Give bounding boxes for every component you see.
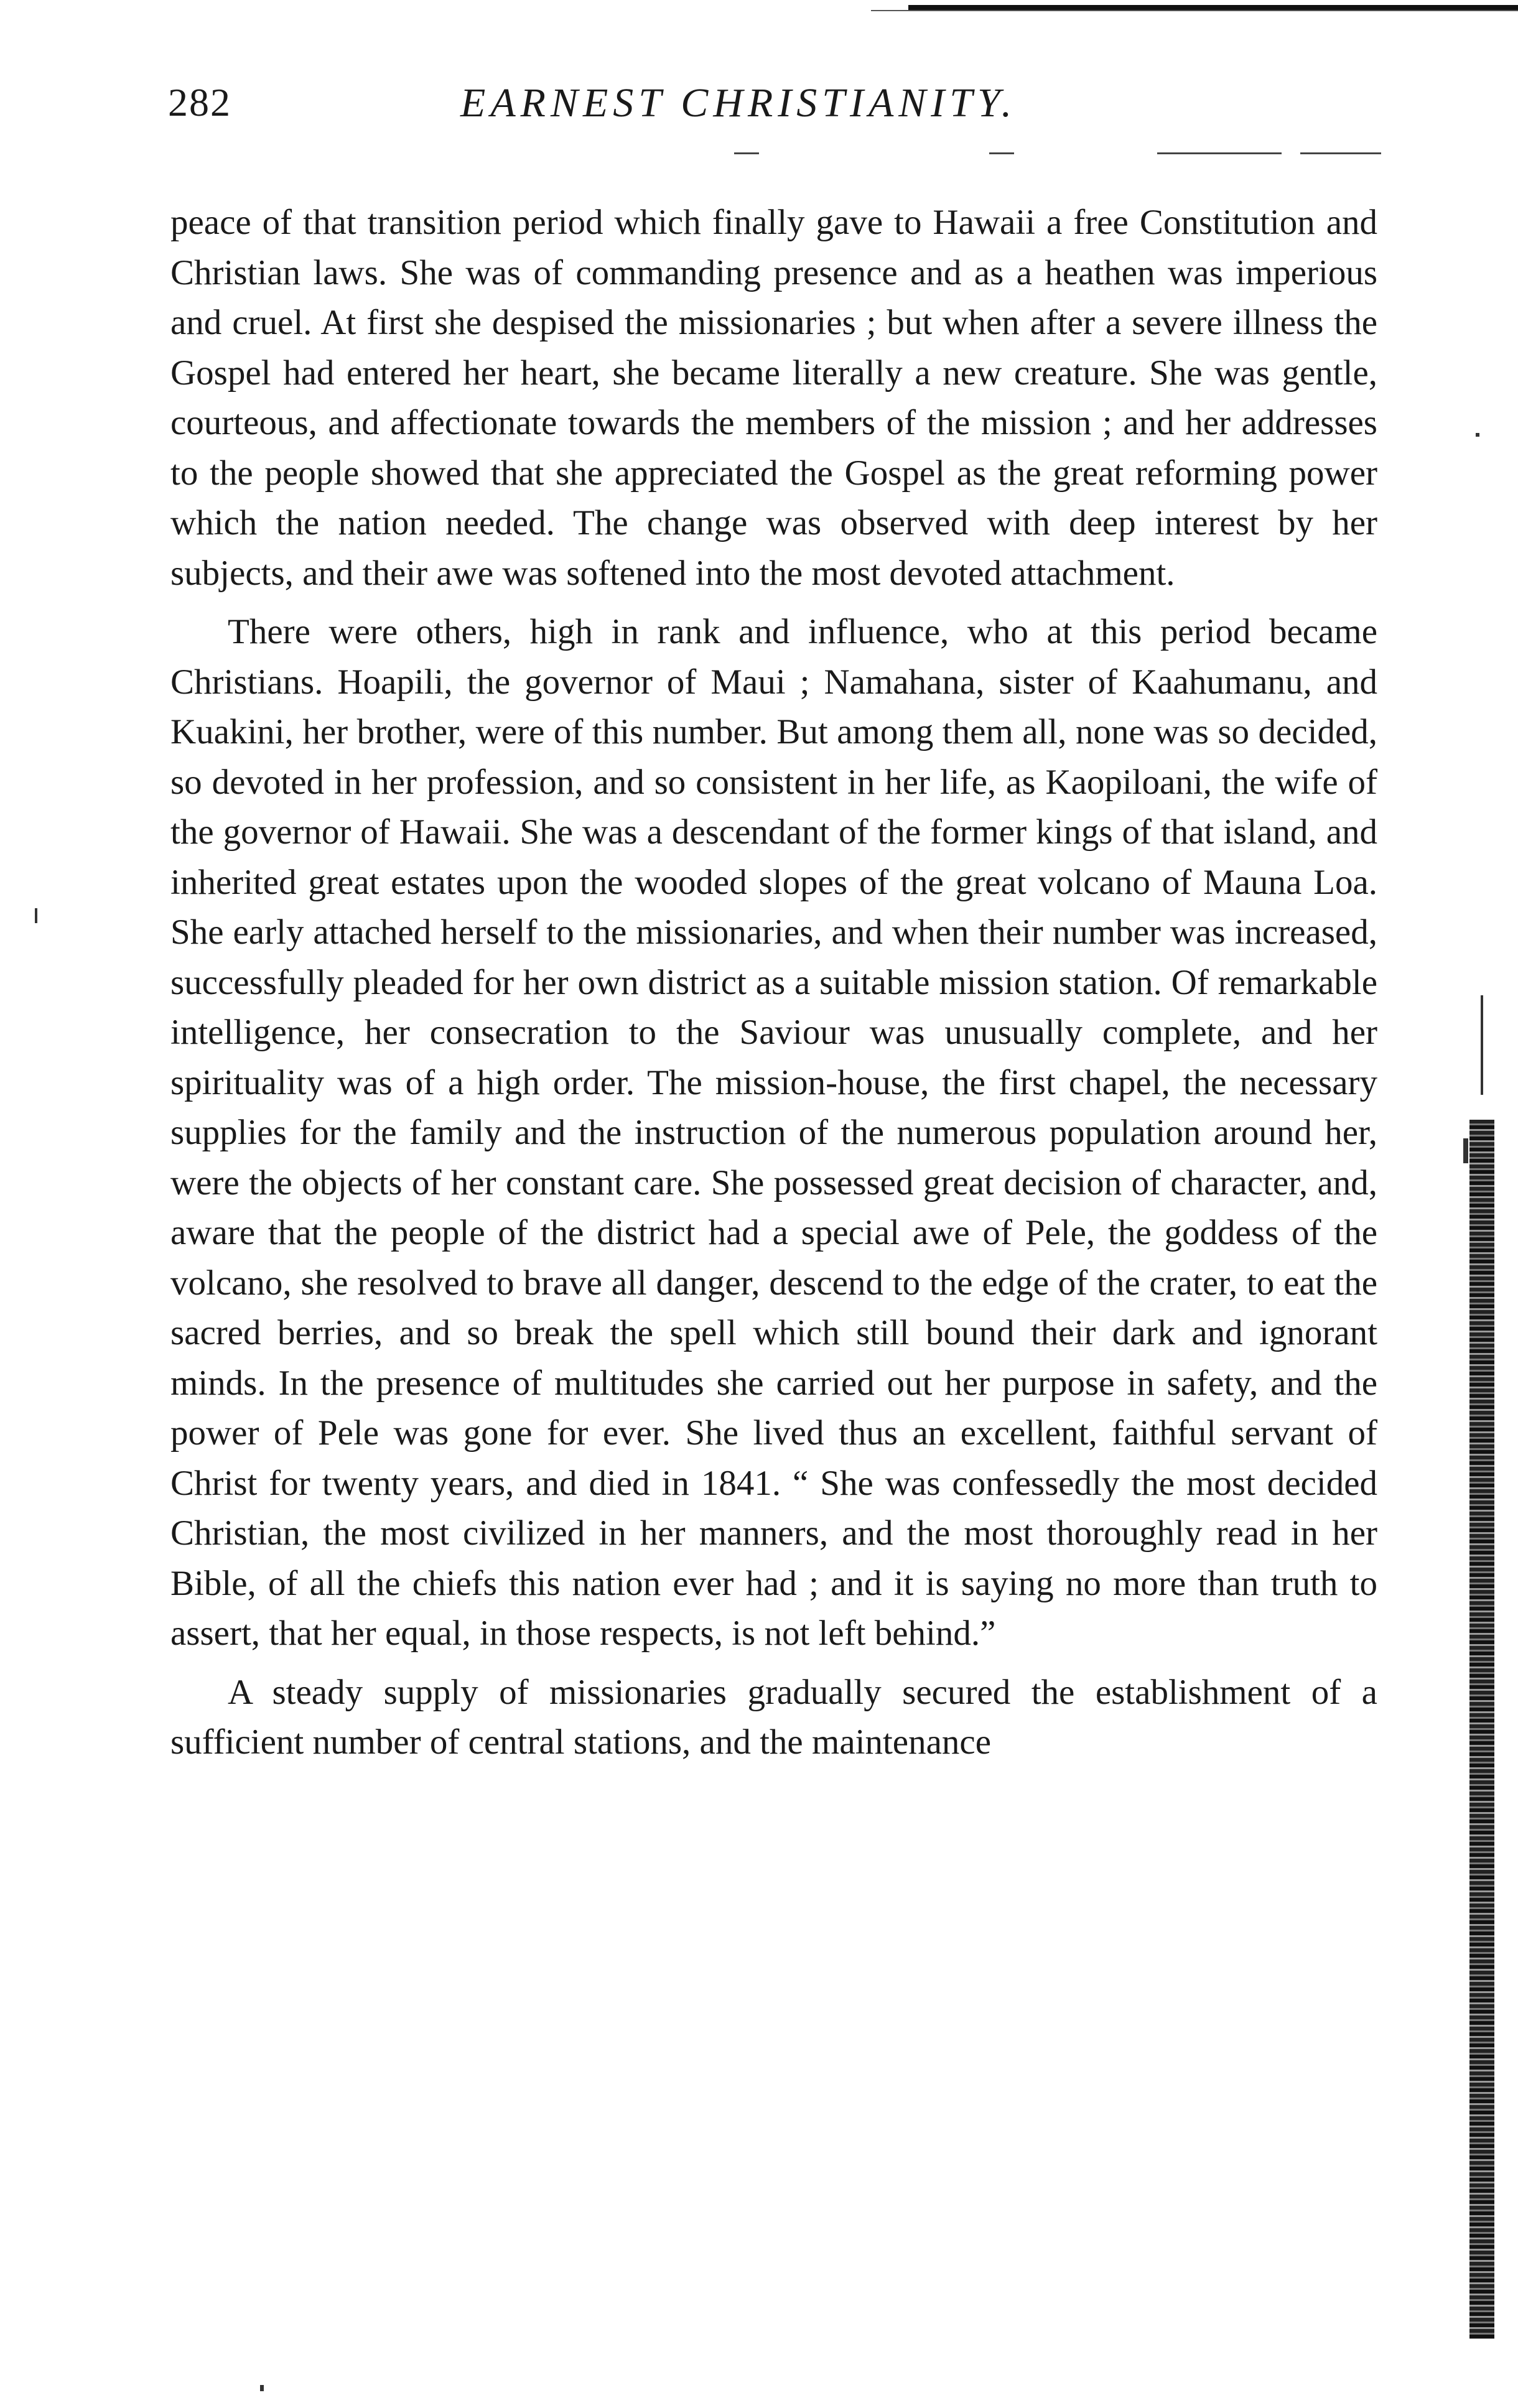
page-header — [168, 80, 1375, 129]
body-text — [170, 198, 1377, 1777]
page-number: 282 — [168, 80, 231, 124]
header-rule-fragment — [1157, 152, 1282, 154]
running-head: EARNEST CHRISTIANITY. — [460, 80, 1017, 126]
binding-edge-tick — [1481, 995, 1483, 1095]
paragraph: There were others, high in rank and influence, who at this period became Christians. Hoapili, the governor of Maui ; Namahana, sister of Kaahumanu, and Kuakini, her brother, were of this number. But among them all, none was so decided, so devoted in her profession, and so consistent in her life, as Kaopiloani, the wife of the governor of Hawaii. She was a descendant of the former kings of that island, and inherited great estates upon the wooded slopes of the great volcano of Mauna Loa. She early attached herself to the missionaries, and when their number was increased, successfully pleaded for her own district as a suitable mission station. Of remarkable intelligence, her consecration to the Saviour was unusually complete, and her spirituality was of a high order. The mission-house, the first chapel, the necessary supplies for the family and the instruction of the numerous population around her, were the objects of her constant care. She possessed great decision of character, and, aware that the people of the district had a special awe of Pele, the goddess of the volcano, she resolved to brave all danger, descend to the edge of the crater, to eat the sacred berries, and so break the spell which still bound their dark and ignorant minds. In the presence of multitudes she carried out her purpose in safety, and the power of Pele was gone for ever. She lived thus an excellent, faithful servant of Christ for twenty years, and died in 1841. “ She was confessedly the most decided Christian, the most civilized in her manners, and the most thoroughly read in her Bible, of all the chiefs this nation ever had ; and it is saying no more than truth to assert, that her equal, in those respects, is not left behind.” — [170, 612, 1377, 1653]
paragraph: peace of that transition period which finally gave to Hawaii a free Constitution and Christian laws. She was of commanding presence and as a heathen was imperious and cruel. At first she despised the missionaries ; but when after a severe illness the Gospel had entered her heart, she became literally a new creature. She was gentle, courteous, and affectionate towards the members of the mission ; and her addresses to the people showed that she appreciated the Gospel as the great reforming power which the nation needed. The change was observed with deep interest by her subjects, and their awe was softened into the most devoted attachment. — [170, 203, 1377, 593]
top-edge-rule — [908, 5, 1518, 10]
binding-edge-shadow — [1469, 1120, 1494, 2339]
header-rule-fragment — [1300, 152, 1381, 154]
margin-speck — [1476, 433, 1479, 437]
top-edge-thin-rule — [871, 10, 1518, 11]
header-rule-fragment — [734, 152, 759, 154]
margin-speck — [35, 908, 37, 923]
binding-edge-tick — [1463, 1138, 1468, 1163]
header-rule-fragment — [989, 152, 1014, 154]
margin-speck — [260, 2385, 264, 2391]
paragraph: A steady supply of missionaries gradually secured the establishment of a sufficient number of central stations, and the maintenance — [170, 1672, 1377, 1762]
